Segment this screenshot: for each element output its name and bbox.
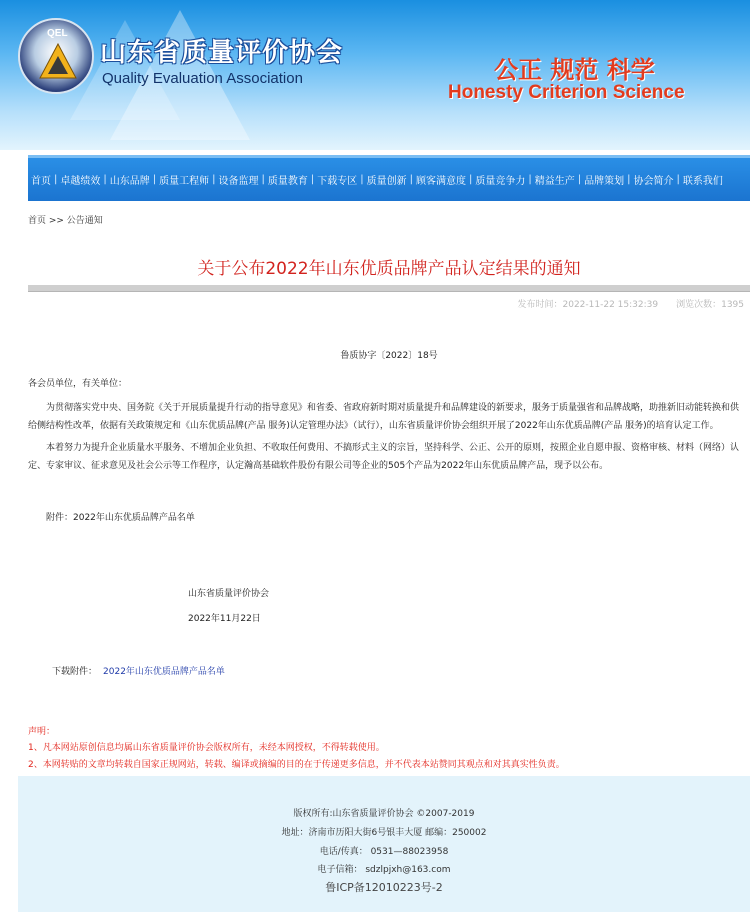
nav-item-innovation[interactable]: 质量创新: [366, 176, 407, 187]
download-link[interactable]: 2022年山东优质品牌产品名单: [103, 667, 225, 677]
nav-separator: |: [409, 174, 413, 185]
signed-date: 2022年11月22日: [188, 614, 261, 624]
main-nav: [28, 155, 750, 201]
nav-separator: |: [152, 174, 157, 185]
nav-item-about[interactable]: 协会简介: [633, 176, 674, 187]
nav-separator: |: [360, 174, 364, 185]
download-label: 下载附件：: [52, 667, 98, 677]
nav-separator: |: [310, 174, 315, 185]
nav-separator: |: [212, 174, 216, 185]
nav-item-contact[interactable]: 联系我们: [682, 176, 723, 187]
signer: 山东省质量评价协会: [188, 589, 270, 599]
greeting: 各会员单位，有关单位：: [28, 379, 128, 389]
motto-cn: 公正 规范 科学: [494, 56, 655, 84]
header-banner: [0, 0, 750, 150]
notice-heading: 声明：: [28, 727, 56, 737]
nav-item-satisfaction[interactable]: 顾客满意度: [416, 176, 466, 187]
nav-item-lean[interactable]: 精益生产: [534, 176, 575, 187]
site-name-cn: 山东省质量评价协会: [100, 38, 344, 68]
notice-line-2: 2、本网转贴的文章均转载自国家正规网站，转载、编译或摘编的目的在于传递更多信息，并不代表本站赞同其观点和对其真实性负责。: [28, 760, 565, 770]
notice-line-1: 1、凡本网站原创信息均属山东省质量评价协会版权所有，未经本网授权，不得转载使用。: [28, 743, 385, 753]
nav-item-home[interactable]: 首页: [31, 176, 51, 187]
footer-address: 地址：济南市历阳大街6号银丰大厦 邮编：250002: [281, 828, 487, 838]
nav-item-downloads[interactable]: 下载专区: [317, 176, 358, 187]
footer-phone: 电话/传真： 0531—88023958: [319, 847, 449, 857]
logo-triangle-icon: [38, 42, 78, 82]
breadcrumb[interactable]: 首页 >> 公告通知: [28, 216, 103, 226]
nav-item-education[interactable]: 质量教育: [267, 176, 308, 187]
nav-separator: |: [54, 174, 58, 185]
nav-item-brand-planning[interactable]: 品牌策划: [584, 176, 625, 187]
paragraph-2: 本着努力为提升企业质量水平服务、不增加企业负担、不收取任何费用、不搞形式主义的宗旨，坚持科学、公正、公开的原则，按照企业自愿申报、资格审核、材料（网络）认定、专家审议、征求意见及社会公示等工作程序，认定瀚高基础软件股份有限公司等企业的505个产品为2022年山东优质品牌产品，现予以公布。: [28, 443, 740, 471]
title-divider: [28, 285, 750, 292]
logo-text: QEL: [47, 28, 68, 39]
attachment-note: 附件：2022年山东优质品牌产品名单: [46, 513, 195, 523]
paragraph-1: 为贯彻落实党中央、国务院《关于开展质量提升行动的指导意见》和省委、省政府新时期对质量提升和品牌建设的新要求，服务于质量强省和品牌战略，助推新旧动能转换和供给侧结构性改革，依据有关政策规定和《山东优质品牌(产品 服务)认定管理办法》（试行），山东省质量评价协会组织开展了2022年山东优质品牌(产品 服务)的培育认定工作。: [28, 403, 740, 431]
footer-icp[interactable]: 鲁ICP备12010223号-2: [325, 881, 443, 894]
motto-en: Honesty Criterion Science: [448, 82, 685, 103]
nav-separator: |: [627, 174, 631, 185]
footer: [18, 776, 750, 912]
footer-email: 电子信箱： sdzlpjxh@163.com: [317, 865, 451, 875]
site-logo[interactable]: [18, 18, 94, 94]
nav-separator: |: [528, 174, 532, 185]
nav-separator: |: [103, 174, 107, 185]
nav-item-competitiveness[interactable]: 质量竞争力: [475, 176, 526, 187]
download-row: [52, 663, 225, 681]
nav-separator: |: [469, 174, 473, 185]
publish-time: 发布时间：2022-11-22 15:32:39: [517, 300, 659, 310]
view-count: 浏览次数：1395: [676, 300, 744, 310]
nav-separator: |: [676, 174, 680, 185]
nav-item-quality-engineer[interactable]: 质量工程师: [159, 176, 210, 187]
nav-separator: |: [261, 174, 265, 185]
nav-item-excellence[interactable]: 卓越绩效: [60, 176, 101, 187]
article-meta: [518, 297, 745, 310]
nav-item-equipment[interactable]: 设备监理: [218, 176, 259, 187]
article-title: 关于公布2022年山东优质品牌产品认定结果的通知: [197, 259, 581, 279]
nav-separator: |: [577, 174, 582, 185]
document-number: 鲁质协字〔2022〕18号: [340, 351, 438, 361]
nav-item-shandong-brand[interactable]: 山东品牌: [109, 176, 150, 187]
footer-copyright: 版权所有:山东省质量评价协会 ©2007-2019: [293, 809, 475, 819]
site-name-en: Quality Evaluation Association: [102, 70, 303, 87]
